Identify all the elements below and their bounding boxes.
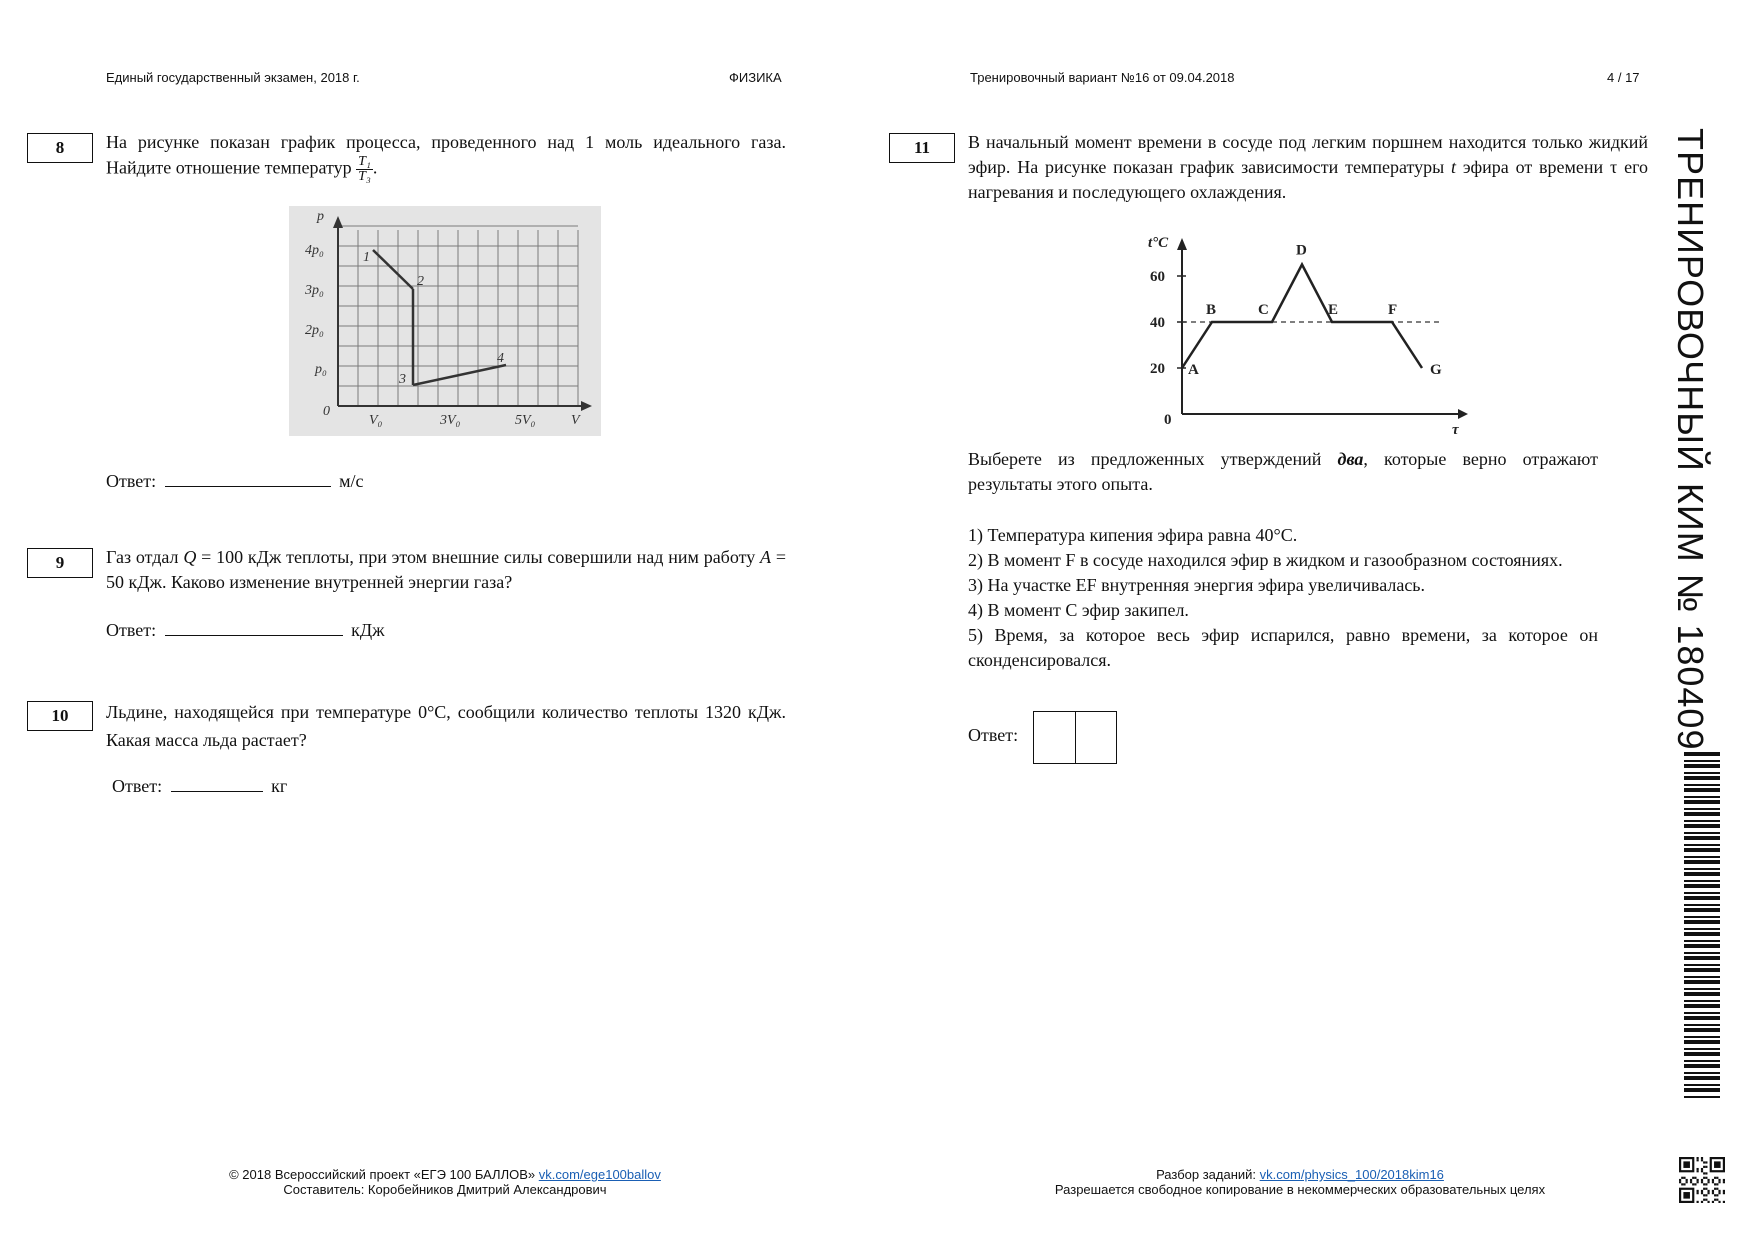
qr-module — [1697, 1201, 1699, 1203]
q8-y-tick-3p0: 3p₀ — [305, 283, 324, 298]
barcode-bar — [1684, 1048, 1720, 1050]
barcode-bar — [1684, 976, 1720, 978]
qr-module — [1697, 1179, 1699, 1181]
q11-y-tick-label: 40 — [1150, 315, 1165, 331]
q11-statement-4: 4) В момент С эфир закипел. — [968, 600, 1189, 620]
barcode-bar — [1684, 1024, 1720, 1026]
qr-module — [1718, 1179, 1720, 1181]
barcode-bar — [1684, 1096, 1720, 1098]
q8-y-tick-p0: p₀ — [315, 362, 327, 377]
qr-module — [1714, 1194, 1716, 1196]
q11-point-F: F — [1388, 302, 1398, 318]
qr-module — [1705, 1172, 1707, 1174]
qr-module — [1716, 1183, 1718, 1185]
q8-point-1: 1 — [363, 250, 370, 265]
qr-module — [1707, 1190, 1709, 1192]
qr-module — [1723, 1192, 1725, 1194]
barcode-bar — [1684, 1000, 1720, 1002]
barcode-bar — [1684, 1028, 1720, 1032]
q11-y-axis-label: t°C — [1148, 235, 1169, 251]
q11-temperature-chart — [1140, 230, 1470, 440]
q11-task-a: Выберете из предложенных утверждений — [968, 449, 1338, 469]
qr-module — [1712, 1190, 1714, 1192]
qr-module — [1701, 1159, 1703, 1161]
q8-point-2: 2 — [417, 274, 424, 289]
barcode-bar — [1684, 752, 1720, 756]
q8-x-tick-v0: V₀ — [369, 413, 383, 428]
header-exam-title: Единый государственный экзамен, 2018 г. — [106, 70, 360, 85]
q11-intro — [968, 130, 1648, 205]
q9-text-b: = 100 кДж теплоты, при этом внешние силы совершили над ним работу — [196, 547, 761, 567]
q9-text-a: Газ отдал — [106, 547, 184, 567]
header-variant: Тренировочный вариант №16 от 09.04.2018 — [970, 70, 1235, 85]
qr-module — [1697, 1190, 1699, 1192]
qr-module — [1686, 1181, 1688, 1183]
q8-fraction-denominator: T₃ — [358, 169, 371, 184]
qr-module — [1705, 1188, 1707, 1190]
side-title — [1659, 128, 1719, 751]
q8-text-body: На рисунке показан график процесса, проведенного над 1 моль идеального газа. Найдите отношение температур — [106, 132, 786, 178]
barcode-bar — [1684, 848, 1720, 852]
qr-module — [1723, 1201, 1725, 1203]
barcode-bar — [1684, 1052, 1720, 1056]
qr-module — [1714, 1199, 1716, 1201]
qr-module — [1683, 1183, 1685, 1185]
barcode-bar — [1684, 872, 1720, 876]
q11-point-B: B — [1206, 302, 1217, 318]
q8-x-tick-3v0: 3V₀ — [440, 413, 461, 428]
barcode-bar — [1684, 784, 1720, 786]
qr-module — [1701, 1190, 1703, 1192]
qr-module — [1703, 1161, 1705, 1163]
qr-module — [1697, 1159, 1699, 1161]
q8-x-axis-label: V — [571, 413, 580, 428]
q8-answer — [106, 468, 364, 492]
q8-pv-graph — [289, 206, 601, 436]
q8-answer-unit: м/с — [339, 471, 364, 491]
q11-x-axis-arrow — [1458, 409, 1468, 419]
qr-module — [1712, 1181, 1714, 1183]
barcode-bar — [1684, 772, 1720, 774]
barcode-bar — [1684, 800, 1720, 804]
q9-answer-field[interactable] — [165, 617, 343, 636]
barcode-bar — [1684, 892, 1720, 894]
q11-task — [968, 447, 1598, 497]
qr-module — [1718, 1201, 1720, 1203]
qr-module — [1714, 1183, 1716, 1185]
q11-x-axis-label: τ — [1452, 422, 1459, 438]
qr-module — [1703, 1188, 1705, 1190]
barcode-bar — [1684, 904, 1720, 906]
barcode-bar — [1684, 832, 1720, 834]
qr-module — [1694, 1183, 1696, 1185]
barcode-bar — [1684, 940, 1720, 942]
qr-module — [1703, 1172, 1705, 1174]
q9-symbol-q: Q — [183, 547, 197, 567]
q11-intro-a: В начальный момент времени в сосуде под легким поршнем находится только жидкий эфир. На рисунке показан график зависимости температуры — [968, 132, 1648, 177]
barcode-bar — [1684, 968, 1720, 972]
q8-fraction — [356, 155, 373, 184]
barcode-bar — [1684, 1088, 1720, 1092]
qr-module — [1701, 1179, 1703, 1181]
q11-statement-2: 2) В момент F в сосуде находился эфир в жидком и газообразном состояниях. — [968, 550, 1563, 570]
qr-module — [1705, 1177, 1707, 1179]
q10-text: Льдине, находящейся при температуре 0°C, сообщили количество теплоты 1320 кДж. Какая масса льда растает? — [106, 702, 786, 750]
qr-module — [1703, 1183, 1705, 1185]
barcode-bar — [1684, 1084, 1720, 1086]
q11-symbol-t: t — [1451, 157, 1457, 177]
q11-y-axis-arrow — [1177, 238, 1187, 250]
barcode-bar — [1684, 1036, 1720, 1038]
qr-module — [1703, 1166, 1705, 1168]
qr-module — [1690, 1179, 1692, 1181]
qr-module — [1690, 1181, 1692, 1183]
q11-point-G: G — [1430, 362, 1442, 378]
q11-intro-b: эфира от времени τ его нагревания и последующего охлаждения. — [968, 157, 1648, 202]
qr-module — [1697, 1157, 1699, 1159]
qr-module — [1701, 1192, 1703, 1194]
q9-answer-label: Ответ: — [106, 620, 157, 640]
qr-module — [1697, 1170, 1699, 1172]
q10-answer-label: Ответ: — [112, 776, 163, 796]
barcode-bar — [1684, 920, 1720, 924]
barcode-bar — [1684, 856, 1720, 858]
q9-symbol-a: A — [760, 547, 772, 567]
q8-number-box: 8 — [27, 133, 93, 163]
barcode-bar — [1684, 844, 1720, 846]
barcode-bar — [1684, 836, 1720, 840]
q11-answer-label: Ответ: — [968, 725, 1019, 745]
q9-answer-unit: кДж — [351, 620, 385, 640]
q11-task-bold: два — [1337, 449, 1364, 469]
qr-module — [1697, 1192, 1699, 1194]
qr-module — [1714, 1177, 1716, 1179]
qr-module — [1694, 1177, 1696, 1179]
barcode-bar — [1684, 980, 1720, 984]
qr-finder-core — [1683, 1161, 1690, 1168]
qr-module — [1705, 1194, 1707, 1196]
q9-text — [106, 545, 786, 595]
barcode-bar — [1684, 1040, 1720, 1044]
qr-module — [1705, 1166, 1707, 1168]
qr-module — [1692, 1183, 1694, 1185]
barcode-bar — [1684, 928, 1720, 930]
footer-link-physics[interactable]: vk.com/physics_100/2018kim16 — [1259, 1167, 1444, 1182]
qr-module — [1705, 1199, 1707, 1201]
footer-left — [150, 1167, 740, 1197]
barcode-bar — [1684, 944, 1720, 948]
barcode-bar — [1684, 908, 1720, 912]
barcode-bar — [1684, 868, 1720, 870]
q11-point-C: C — [1258, 302, 1269, 318]
qr-module — [1692, 1177, 1694, 1179]
q11-task-b: , которые верно отражают результаты этого опыта. — [968, 449, 1598, 494]
qr-module — [1701, 1181, 1703, 1183]
q9-text-c: = 50 кДж. Каково изменение внутренней энергии газа? — [106, 547, 786, 592]
header-subject: ФИЗИКА — [729, 70, 782, 85]
barcode-bar — [1684, 1064, 1720, 1068]
qr-module — [1718, 1181, 1720, 1183]
footer-copy-note: Разрешается свободное копирование в некоммерческих образовательных целях — [1054, 1182, 1546, 1197]
qr-module — [1697, 1168, 1699, 1170]
barcode-bar — [1684, 992, 1720, 996]
barcode-bar — [1684, 1016, 1720, 1020]
qr-module — [1723, 1190, 1725, 1192]
barcode-bar — [1684, 988, 1720, 990]
footer-right — [985, 1167, 1615, 1197]
qr-module — [1716, 1177, 1718, 1179]
q10-answer — [112, 773, 287, 797]
q11-y-tick-label: 20 — [1150, 361, 1165, 377]
barcode-bar — [1684, 1004, 1720, 1008]
qr-module — [1679, 1181, 1681, 1183]
qr-module — [1686, 1179, 1688, 1181]
qr-module — [1679, 1179, 1681, 1181]
header-page-number: 4 / 17 — [1607, 70, 1640, 85]
barcode-bar — [1684, 764, 1720, 768]
q11-series-line — [1182, 265, 1422, 369]
qr-module — [1716, 1199, 1718, 1201]
barcode-bar — [1684, 896, 1720, 900]
qr-module — [1707, 1201, 1709, 1203]
q8-y-tick-4p0: 4p₀ — [305, 243, 324, 258]
q11-number-box: 11 — [889, 133, 955, 163]
q10-answer-field[interactable] — [171, 773, 263, 792]
qr-module — [1701, 1201, 1703, 1203]
q8-point-4: 4 — [497, 351, 504, 366]
q11-y-tick-label: 60 — [1150, 269, 1165, 285]
footer-copyright-text: © 2018 Всероссийский проект «ЕГЭ 100 БАЛЛОВ» — [229, 1167, 539, 1182]
footer-analysis-text: Разбор заданий: — [1156, 1167, 1260, 1182]
q8-answer-label: Ответ: — [106, 471, 157, 491]
qr-module — [1697, 1181, 1699, 1183]
q10-number-box: 10 — [27, 701, 93, 731]
q8-y-axis-label: p — [317, 209, 324, 224]
qr-module — [1723, 1181, 1725, 1183]
barcode-bar — [1684, 916, 1720, 918]
barcode-bar — [1684, 860, 1720, 864]
qr-module — [1705, 1161, 1707, 1163]
q11-point-E: E — [1328, 302, 1339, 318]
barcode-bar — [1684, 824, 1720, 828]
q11-point-D: D — [1296, 242, 1307, 259]
qr-code — [1679, 1157, 1725, 1203]
q8-graph-background — [289, 206, 601, 436]
q11-statements — [968, 523, 1598, 673]
qr-module — [1681, 1183, 1683, 1185]
qr-module — [1718, 1190, 1720, 1192]
qr-module — [1703, 1194, 1705, 1196]
barcode-bar — [1684, 1076, 1720, 1080]
qr-module — [1714, 1188, 1716, 1190]
q8-y-tick-2p0: 2p₀ — [305, 323, 324, 338]
barcode-bar — [1684, 884, 1720, 888]
qr-module — [1701, 1170, 1703, 1172]
q11-statement-3: 3) На участке EF внутренняя энергия эфира увеличивалась. — [968, 575, 1426, 595]
q11-answer-cell-1[interactable] — [1034, 712, 1076, 763]
q8-answer-field[interactable] — [165, 468, 331, 487]
q8-point-3: 3 — [399, 372, 406, 387]
q10-answer-unit: кг — [271, 776, 288, 796]
qr-module — [1723, 1179, 1725, 1181]
barcode-bar — [1684, 1060, 1720, 1062]
qr-module — [1701, 1168, 1703, 1170]
q8-origin-label: 0 — [323, 404, 330, 419]
qr-module — [1705, 1183, 1707, 1185]
qr-module — [1703, 1177, 1705, 1179]
qr-module — [1701, 1157, 1703, 1159]
barcode-bar — [1684, 820, 1720, 822]
barcode-bar — [1684, 1072, 1720, 1074]
q9-number-box: 9 — [27, 548, 93, 578]
qr-module — [1712, 1201, 1714, 1203]
q9-answer — [106, 617, 385, 641]
q11-statement-5: 5) Время, за которое весь эфир испарился, равно времени, за которое он сконденсировался. — [968, 625, 1598, 670]
qr-module — [1712, 1192, 1714, 1194]
footer-author: Составитель: Коробейников Дмитрий Александрович — [283, 1182, 607, 1197]
barcode-bar — [1684, 880, 1720, 882]
qr-module — [1712, 1179, 1714, 1181]
barcode-bar — [1684, 776, 1720, 780]
qr-module — [1683, 1177, 1685, 1179]
barcode-bar — [1684, 1012, 1720, 1014]
q8-text: На рисунке показан график процесса, проведенного над 1 моль идеального газа. Найдите отношение температур $\frac{\text{T₁}}{\text{T₃}}$ . — [106, 132, 786, 184]
q8-fraction-numerator: T₁ — [358, 154, 371, 169]
barcode-bar — [1684, 952, 1720, 954]
q11-statement-1: 1) Температура кипения эфира равна 40°C. — [968, 525, 1298, 545]
barcode-bar — [1684, 808, 1720, 810]
qr-module — [1707, 1192, 1709, 1194]
qr-module — [1718, 1192, 1720, 1194]
barcode — [1684, 752, 1720, 1098]
qr-module — [1707, 1179, 1709, 1181]
q11-answer-grid — [1033, 711, 1117, 764]
barcode-bar — [1684, 932, 1720, 936]
q11-point-A: A — [1188, 362, 1199, 378]
qr-finder-core — [1714, 1161, 1721, 1168]
side-title-text: ТРЕНИРОВОЧНЫЙ КИМ № 180409 — [1670, 128, 1711, 751]
q11-origin-label: 0 — [1164, 412, 1172, 428]
q11-answer-cell-2[interactable] — [1076, 712, 1117, 763]
footer-link-ege100[interactable]: vk.com/ege100ballov — [538, 1167, 661, 1182]
qr-module — [1681, 1177, 1683, 1179]
barcode-bar — [1684, 760, 1720, 762]
qr-finder-core — [1683, 1192, 1690, 1199]
qr-module — [1707, 1181, 1709, 1183]
barcode-bar — [1684, 964, 1720, 966]
barcode-bar — [1684, 812, 1720, 816]
qr-module — [1716, 1188, 1718, 1190]
footer-copyright — [150, 1167, 740, 1182]
barcode-bar — [1684, 956, 1720, 960]
qr-module — [1716, 1194, 1718, 1196]
barcode-bar — [1684, 788, 1720, 792]
footer-analysis — [985, 1167, 1615, 1182]
qr-module — [1703, 1199, 1705, 1201]
barcode-bar — [1684, 796, 1720, 798]
q8-x-tick-5v0: 5V₀ — [515, 413, 536, 428]
